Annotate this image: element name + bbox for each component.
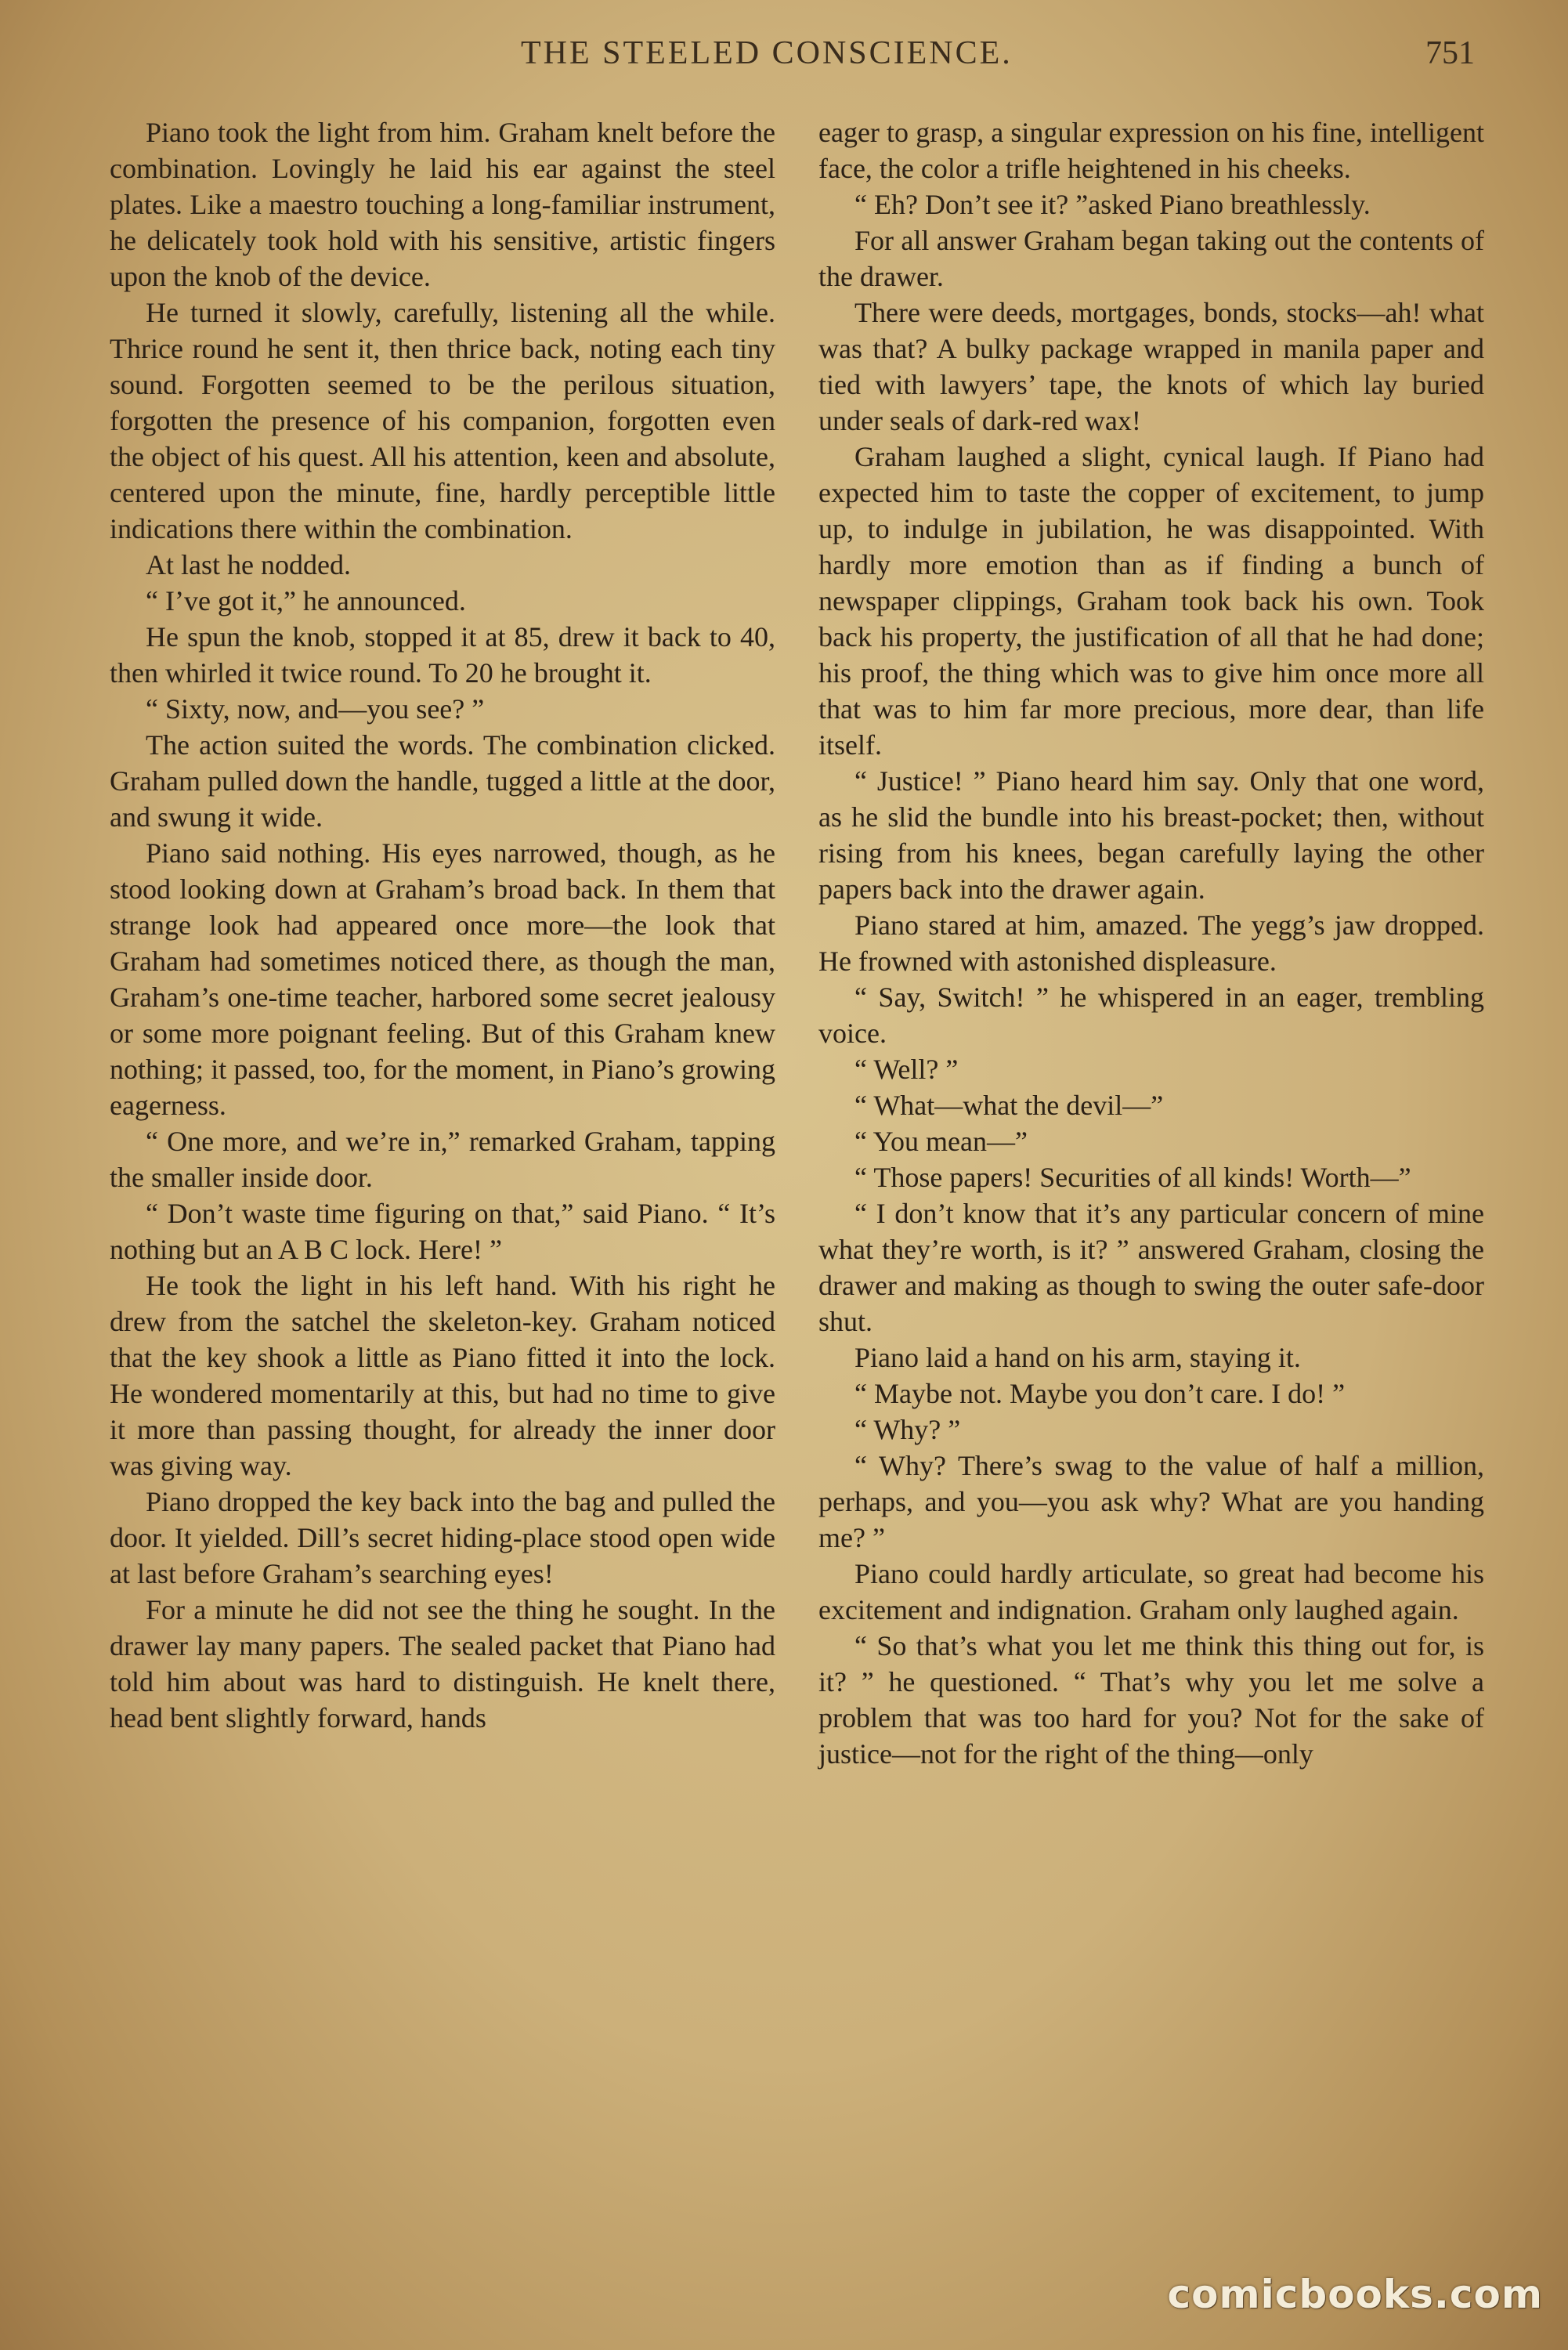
paragraph: “ Well? ” xyxy=(854,1054,959,1085)
paragraph: “ Justice! ” Piano heard him say. Only that one word, as he slid the bundle into his breast-pocket; then, without rising from his knees, began carefully laying the other papers back into the drawer again. xyxy=(818,765,1484,905)
paragraph: Graham laughed a slight, cynical laugh. If Piano had expected him to taste the copper of excitement, to jump up, to indulge in jubilation, he was disappointed. With hardly more emotion than as if finding a bunch of newspaper clippings, Graham took back his own. Took back his property, the justification of all that he had done; his proof, the thing which was to give him once more all that was to him far more precious, more dear, than life itself. xyxy=(818,441,1484,761)
paragraph: At last he nodded. xyxy=(146,549,351,580)
paragraph: There were deeds, mortgages, bonds, stocks—ah! what was that? A bulky package wrapped in manila paper and tied with lawyers’ tape, the knots of which lay buried under seals of dark-red wax! xyxy=(818,297,1484,436)
paragraph: Piano said nothing. His eyes narrowed, though, as he stood looking down at Graham’s broad back. In them that strange look had appeared once more—the look that Graham had sometimes noticed there, as though the man, Graham’s one-time teacher, harbored some secret jealousy or some more poignant feeling. But of this Graham knew nothing; it passed, too, for the moment, in Piano’s growing eagerness. xyxy=(110,837,775,1121)
paragraph: Piano could hardly articulate, so great had become his excitement and indignation. Graham only laughed again. xyxy=(818,1558,1484,1625)
paragraph: Piano dropped the key back into the bag and pulled the door. It yielded. Dill’s secret hiding-place stood open wide at last before Graham’s searching eyes! xyxy=(110,1486,775,1589)
paragraph: He turned it slowly, carefully, listening all the while. Thrice round he sent it, then thrice back, noting each tiny sound. Forgotten seemed to be the perilous situation, forgotten the presence of his companion, forgotten even the object of his quest. All his attention, keen and absolute, centered upon the minute, fine, hardly perceptible little indications there within the combination. xyxy=(110,297,775,544)
paragraph: For all answer Graham began taking out the contents of the drawer. xyxy=(818,225,1484,292)
paragraph: The action suited the words. The combination clicked. Graham pulled down the handle, tugged a little at the door, and swung it wide. xyxy=(110,729,775,833)
paragraph: “ Maybe not. Maybe you don’t care. I do! ” xyxy=(854,1378,1346,1409)
watermark: comicbooks.com xyxy=(1167,2272,1543,2317)
paragraph: eager to grasp, a singular expression on his fine, intelligent face, the color a trifle heightened in his cheeks. xyxy=(818,117,1484,184)
paragraph: “ I’ve got it,” he announced. xyxy=(146,585,466,616)
paragraph: For a minute he did not see the thing he sought. In the drawer lay many papers. The sealed packet that Piano had told him about was hard to distinguish. He knelt there, head bent slightly forward, hands xyxy=(110,1594,775,1734)
paragraph: “ What—what the devil—” xyxy=(854,1090,1164,1121)
paragraph: Piano laid a hand on his arm, staying it. xyxy=(854,1342,1301,1373)
paragraph: “ Don’t waste time figuring on that,” said Piano. “ It’s nothing but an A B C lock. Here! ” xyxy=(110,1198,775,1265)
paragraph: “ Sixty, now, and—you see? ” xyxy=(146,693,485,725)
paragraph: “ Eh? Don’t see it? ”asked Piano breathlessly. xyxy=(854,189,1371,220)
paragraph: “ Say, Switch! ” he whispered in an eager, trembling voice. xyxy=(818,982,1484,1049)
paragraph: “ I don’t know that it’s any particular concern of mine what they’re worth, is it? ” answered Graham, closing the drawer and making as though to swing the outer safe-door shut. xyxy=(818,1198,1484,1337)
page-number: 751 xyxy=(1425,35,1475,71)
paragraph: “ Why? There’s swag to the value of half a million, perhaps, and you—you ask why? What are you handing me? ” xyxy=(818,1450,1484,1553)
paragraph: “ Why? ” xyxy=(854,1414,961,1445)
paragraph: Piano took the light from him. Graham knelt before the combination. Lovingly he laid his ear against the steel plates. Like a maestro touching a long-familiar instrument, he delicately took hold with his sensitive, artistic fingers upon the knob of the device. xyxy=(110,117,775,292)
paragraph: “ One more, and we’re in,” remarked Graham, tapping the smaller inside door. xyxy=(110,1126,775,1193)
right-column xyxy=(818,114,1484,1772)
left-column xyxy=(110,114,775,1736)
paragraph: “ So that’s what you let me think this thing out for, is it? ” he questioned. “ That’s why you let me solve a problem that was too hard for you? Not for the sake of justice—not for the right of the thing—only xyxy=(818,1630,1484,1770)
running-title: THE STEELED CONSCIENCE. xyxy=(521,35,1013,71)
paragraph: Piano stared at him, amazed. The yegg’s jaw dropped. He frowned with astonished displeasure. xyxy=(818,909,1484,977)
paragraph: “ You mean—” xyxy=(854,1126,1028,1157)
running-header xyxy=(0,34,1568,81)
paragraph: He spun the knob, stopped it at 85, drew it back to 40, then whirled it twice round. To 20 he brought it. xyxy=(110,621,775,689)
paragraph: “ Those papers! Securities of all kinds! Worth—” xyxy=(854,1162,1411,1193)
paragraph: He took the light in his left hand. With his right he drew from the satchel the skeleton-key. Graham noticed that the key shook a little as Piano fitted it into the lock. He wondered momentarily at this, but had no time to give it more than passing thought, for already the inner door was giving way. xyxy=(110,1270,775,1481)
